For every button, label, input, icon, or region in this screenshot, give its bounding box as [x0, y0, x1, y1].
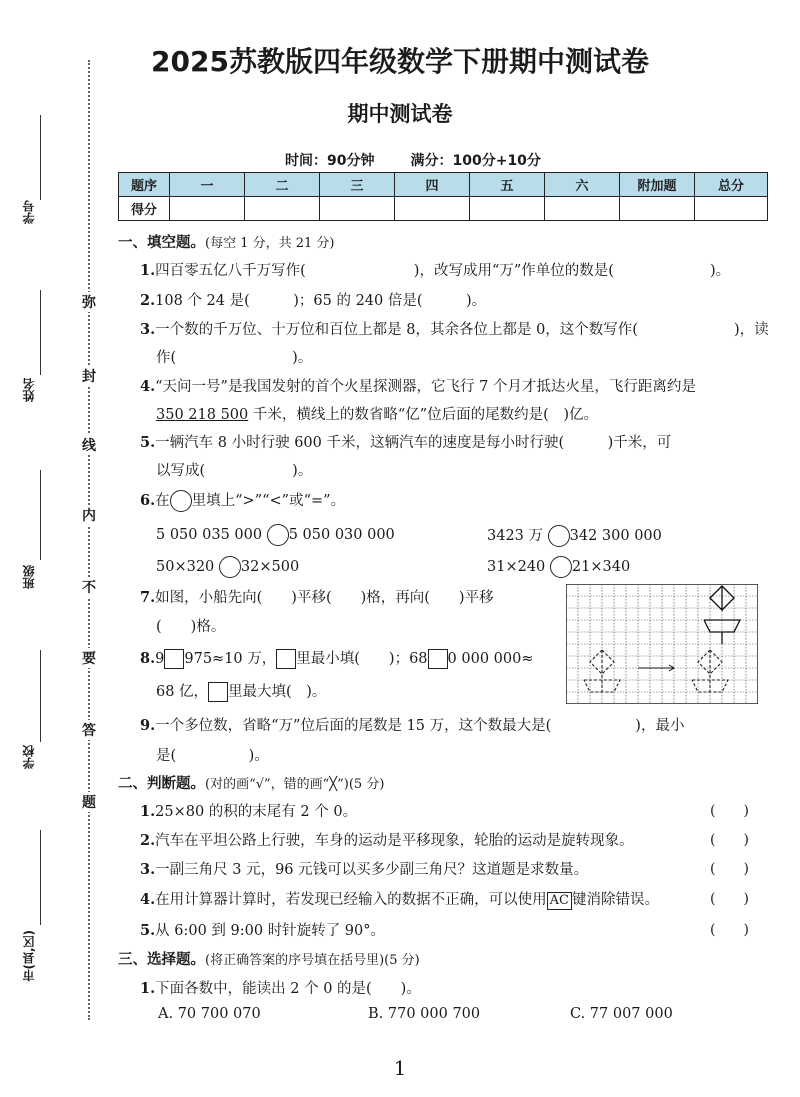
q1-8: [140, 647, 533, 669]
q1-7-cont: ( )格。: [156, 619, 226, 635]
ac-key-icon: AC: [547, 892, 572, 910]
name-label: 姓名: [22, 378, 36, 402]
score-table-header-cell: 附加题: [620, 173, 695, 197]
judge-item: [140, 888, 659, 910]
answer-paren[interactable]: ( ): [710, 861, 749, 877]
seal-char: 线: [80, 435, 98, 455]
score-cell[interactable]: [620, 197, 695, 221]
question-text: 一辆汽车 8 小时行驶 600 千米，这辆汽车的速度是每小时行驶( )千米，可: [155, 435, 672, 451]
compare-circle[interactable]: [170, 490, 192, 512]
judge-item: [140, 829, 634, 850]
exam-full-score: 满分：100分+10分: [410, 153, 541, 169]
question-text: 里填上“>”“<”或“=”。: [191, 493, 346, 509]
name-line: [40, 290, 41, 375]
seal-char: 弥: [80, 292, 98, 312]
class-label: 班级: [22, 565, 36, 589]
score-table-header-cell: 三: [320, 173, 395, 197]
choice-option-a[interactable]: A. 70 700 070: [158, 1006, 261, 1022]
page-number: 1: [393, 1056, 407, 1080]
question-text: 0 000 000≈: [447, 651, 534, 667]
compare-left: 31×240: [487, 559, 546, 575]
section-3-title: 三、选择题。: [118, 951, 205, 968]
district-line: [40, 830, 41, 925]
fill-box[interactable]: [428, 649, 448, 669]
compare-left: 5 050 035 000: [156, 527, 263, 543]
q1-3-cont: 作( )。: [156, 350, 313, 366]
question-text: “天问一号”是我国发射的首个火星探测器，它飞行 7 个月才抵达火星，飞行距离约是: [155, 379, 696, 395]
question-text: 如图，小船先向( )平移( )格，再向( )平移: [155, 590, 494, 606]
question-text: 在: [155, 493, 170, 509]
district-label: 市(县,区): [22, 930, 36, 982]
question-number: 5.: [140, 434, 156, 451]
question-number: 2.: [140, 292, 156, 309]
score-table-header-cell: 四: [395, 173, 470, 197]
question-text: )，改写成用“万”作单位的数是(: [413, 263, 614, 279]
underlined-number: 350 218 500: [156, 407, 249, 423]
compare-pair: [487, 524, 662, 547]
compare-pair: [156, 556, 299, 578]
score-cell[interactable]: [695, 197, 768, 221]
seal-dotted-line: [88, 60, 92, 1020]
section-2-heading: [118, 772, 384, 793]
question-number: 4.: [140, 378, 156, 395]
question-text: 在用计算器计算时，若发现已经输入的数据不正确，可以使用: [155, 892, 547, 908]
question-text: )，读: [733, 322, 769, 338]
judge-item: [140, 800, 357, 821]
q1-4: [140, 375, 696, 396]
question-text: 里最大填( )。: [228, 684, 327, 700]
q1-8-cont: [156, 680, 326, 702]
question-text: 108 个 24 是( )；65 的 240 倍是( )。: [155, 293, 487, 309]
question-text: 四百零五亿八千万写作(: [155, 263, 306, 279]
score-table-header-cell: 总分: [695, 173, 768, 197]
score-cell[interactable]: [245, 197, 320, 221]
judge-item: [140, 858, 588, 879]
question-text: 汽车在平坦公路上行驶，车身的运动是平移现象，轮胎的运动是旋转现象。: [155, 833, 634, 849]
score-table-header-row: [119, 173, 768, 197]
q1-6: [140, 489, 345, 512]
question-text: 一副三角尺 3 元，96 元钱可以买多少副三角尺？这道题是求数量。: [155, 862, 589, 878]
seal-char: 不: [80, 577, 98, 597]
judge-item: [140, 919, 385, 940]
page-title: 2025苏教版四年级数学下册期中测试卷: [151, 45, 649, 78]
score-table-header-cell: 题序: [119, 173, 170, 197]
q1-4-cont: [156, 403, 598, 424]
score-table-header-cell: 二: [245, 173, 320, 197]
q1-9: [140, 714, 684, 735]
choice-question: [140, 977, 421, 998]
q1-2: [140, 289, 486, 310]
compare-left: 3423 万: [487, 528, 544, 544]
boat-grid-figure: [566, 584, 758, 704]
school-line: [40, 650, 41, 742]
compare-pair: [156, 524, 395, 546]
q1-1: [140, 259, 730, 280]
exam-info: [285, 150, 577, 170]
question-text: )。: [709, 263, 731, 279]
student-id-label: 学号: [22, 200, 36, 224]
question-number: 8.: [140, 650, 156, 667]
score-cell[interactable]: [545, 197, 620, 221]
fill-box[interactable]: [208, 682, 228, 702]
seal-char: 答: [80, 720, 98, 740]
compare-right: 342 300 000: [569, 528, 662, 544]
exam-time: 时间：90分钟: [285, 153, 375, 169]
question-number: 4.: [140, 891, 156, 908]
answer-paren[interactable]: ( ): [710, 922, 749, 938]
class-line: [40, 470, 41, 560]
question-number: 1.: [140, 262, 156, 279]
q1-5: [140, 431, 671, 452]
compare-circle[interactable]: [548, 525, 570, 547]
question-text: 键消除错误。: [571, 892, 659, 908]
score-cell[interactable]: [470, 197, 545, 221]
seal-char: 封: [80, 366, 98, 386]
score-table-header-cell: 五: [470, 173, 545, 197]
compare-right: 21×340: [571, 559, 631, 575]
move-arrow: [638, 665, 674, 671]
fill-box[interactable]: [276, 649, 296, 669]
seal-char: 题: [80, 792, 98, 812]
score-cell[interactable]: [170, 197, 245, 221]
compare-right: 32×500: [240, 559, 300, 575]
question-number: 5.: [140, 922, 156, 939]
compare-circle[interactable]: [550, 556, 572, 578]
seal-char: 内: [80, 505, 98, 525]
compare-left: 50×320: [156, 559, 215, 575]
question-number: 7.: [140, 589, 156, 606]
seal-char: 要: [80, 648, 98, 668]
question-text: 千米，横线上的数省略“亿”位后面的尾数约是( )亿。: [248, 407, 598, 423]
section-2-title: 二、判断题。: [118, 775, 205, 792]
question-number: 3.: [140, 321, 156, 338]
q1-9-cont: 是( )。: [156, 748, 269, 764]
question-text: 975≈10 万，: [184, 651, 277, 667]
score-cell[interactable]: [395, 197, 470, 221]
compare-circle[interactable]: [219, 556, 241, 578]
score-table-header-cell: 六: [545, 173, 620, 197]
section-1-title: 一、填空题。: [118, 234, 205, 251]
choice-option-b[interactable]: B. 770 000 700: [368, 1006, 481, 1022]
question-text: 从 6:00 到 9:00 时针旋转了 90°。: [155, 923, 386, 939]
question-number: 9.: [140, 717, 156, 734]
fill-box[interactable]: [164, 649, 184, 669]
compare-circle[interactable]: [267, 524, 289, 546]
question-text: 下面各数中，能读出 2 个 0 的是( )。: [155, 981, 421, 997]
answer-paren[interactable]: ( ): [710, 891, 749, 907]
question-text: 一个多位数，省略“万”位后面的尾数是 15 万，这个数最大是(: [155, 718, 552, 734]
section-3-heading: [118, 948, 420, 969]
choice-option-c[interactable]: C. 77 007 000: [570, 1006, 673, 1022]
question-text: 9: [155, 651, 165, 667]
question-number: 1.: [140, 803, 156, 820]
compare-right: 5 050 030 000: [288, 527, 395, 543]
page-subtitle: 期中测试卷: [347, 102, 453, 126]
q1-3: [140, 318, 769, 339]
q1-5-cont: 以写成( )。: [156, 463, 313, 479]
score-table-header-cell: 一: [170, 173, 245, 197]
score-table: [118, 172, 768, 221]
q1-7: [140, 586, 494, 607]
score-cell[interactable]: [320, 197, 395, 221]
compare-pair: [487, 556, 630, 578]
section-1-note: (每空 1 分，共 21 分): [205, 236, 335, 251]
school-label: 学校: [22, 745, 36, 769]
section-3-note: (将正确答案的序号填在括号里)(5 分): [205, 953, 420, 968]
section-2-note: (对的画“√”，错的画“╳”)(5 分): [205, 777, 385, 792]
answer-paren[interactable]: ( ): [710, 832, 749, 848]
score-row-label: 得分: [119, 197, 170, 221]
section-1-heading: [118, 231, 335, 252]
answer-paren[interactable]: ( ): [710, 803, 749, 819]
question-text: 里最小填( )；68: [296, 651, 428, 667]
question-text: 68 亿，: [156, 684, 209, 700]
question-text: 25×80 的积的末尾有 2 个 0。: [155, 804, 358, 820]
question-text: 一个数的千万位、十万位和百位上都是 8，其余各位上都是 0，这个数写作(: [155, 322, 638, 338]
score-table-score-row: [119, 197, 768, 221]
question-number: 2.: [140, 832, 156, 849]
question-number: 6.: [140, 492, 156, 509]
question-number: 3.: [140, 861, 156, 878]
question-text: )，最小: [635, 718, 685, 734]
question-number: 1.: [140, 980, 156, 997]
